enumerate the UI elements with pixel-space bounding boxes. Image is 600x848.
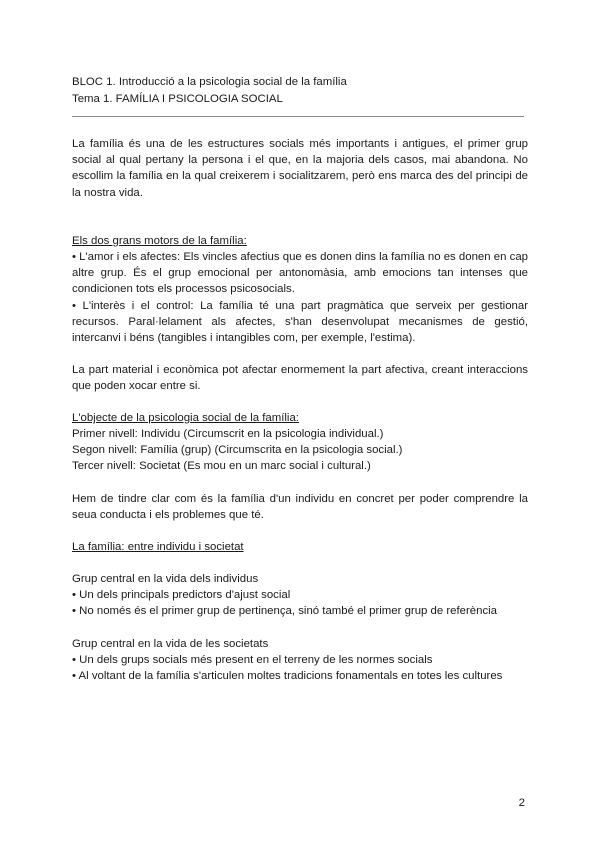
motor-item-love: • L'amor i els afectes: Els vincles afectius que es donen dins la família no es donen en cap altre grup. És el grup emocional per antonomàsia, amb emocions tan intenses que condicionen tots els processos psicosocials.	[72, 251, 528, 296]
header-divider	[72, 116, 524, 117]
page-number: 2	[518, 797, 525, 809]
level-item-3: Tercer nivell: Societat (Es mou en un marc social i cultural.)	[72, 460, 371, 473]
individus-heading: Grup central en la vida dels individus	[72, 573, 259, 585]
individus-section	[72, 571, 528, 620]
societats-section	[72, 636, 528, 685]
entre-heading: La família: entre individu i societat	[72, 541, 244, 553]
motors-heading: Els dos grans motors de la família:	[72, 235, 247, 247]
societats-heading: Grup central en la vida de les societats	[72, 638, 269, 650]
level-item-2: Segon nivell: Família (grup) (Circumscrita en la psicologia social.)	[72, 444, 403, 457]
level-list	[72, 426, 528, 475]
objecte-heading: L'objecte de la psicologia social de la família:	[72, 412, 299, 424]
list-item: • Un dels grups socials més present en el terreny de les normes socials	[72, 654, 433, 667]
list-item: • Al voltant de la família s'articulen moltes tradicions fonamentals en totes les cultures	[72, 670, 503, 683]
motor-item-interest: • L'interès i el control: La família té una part pragmàtica que serveix per gestionar recursos. Paral·lelament als afectes, s'han desenvolupat mecanismes de gestió, intercanvi i béns (tangibles i intangibles com, per exemple, l'estima).	[72, 300, 528, 345]
level-item-1: Primer nivell: Individu (Circumscrit en la psicologia individual.)	[72, 428, 384, 440]
block-title: BLOC 1. Introducció a la psicologia social de la família	[72, 76, 347, 88]
page-header	[72, 74, 524, 108]
list-item: • No només és el primer grup de pertinença, sinó també el primer grup de referència	[72, 605, 498, 618]
topic-title: Tema 1. FAMÍLIA I PSICOLOGIA SOCIAL	[72, 93, 283, 105]
list-item: • Un dels principals predictors d'ajust social	[72, 589, 291, 602]
intro-paragraph: La família és una de les estructures socials més importants i antigues, el primer grup social al qual pertany la persona i el que, en la majoria dels casos, mai abandona. No escollim la família en la qual creixerem i socialitzarem, però ens marca des del principi de la nostra vida.	[72, 138, 528, 199]
material-paragraph: La part material i econòmica pot afectar enormement la part afectiva, creant interaccions que poden xocar entre si.	[72, 364, 528, 393]
conducta-paragraph: Hem de tindre clar com és la família d'un individu en concret per poder comprendre la seua conducta i els problemes que té.	[72, 493, 528, 522]
